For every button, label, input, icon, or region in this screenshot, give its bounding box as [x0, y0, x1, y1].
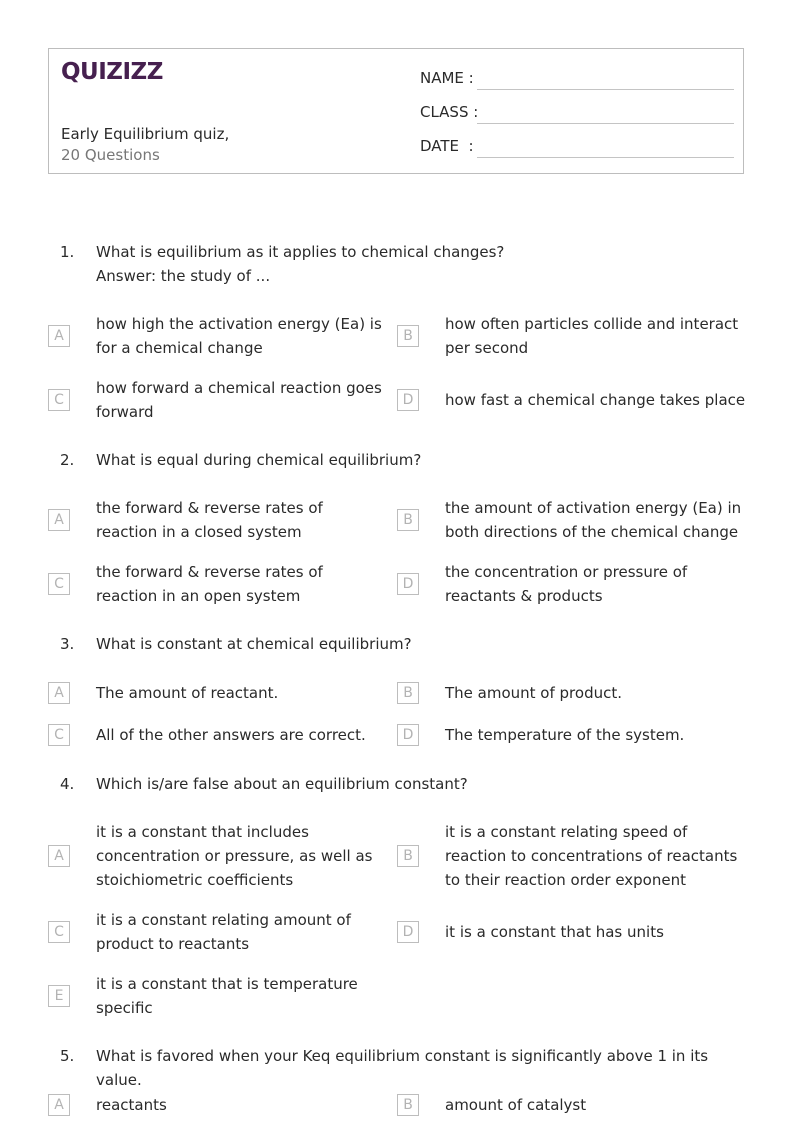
option-2a[interactable] [48, 496, 388, 544]
option-4d[interactable] [397, 908, 747, 956]
option-text: the forward & reverse rates of reaction in a closed system [96, 499, 323, 541]
option-text: All of the other answers are correct. [96, 726, 366, 744]
option-letter-box[interactable]: A [48, 1094, 70, 1116]
option-2d[interactable] [397, 560, 747, 608]
option-letter-box[interactable]: A [48, 682, 70, 704]
option-2c[interactable] [48, 560, 388, 608]
option-4b[interactable] [397, 820, 747, 892]
option-text: how high the activation energy (Ea) is for a chemical change [96, 315, 382, 357]
option-4a[interactable] [48, 820, 388, 892]
question-number: 5. [60, 1047, 75, 1065]
option-letter-box[interactable]: D [397, 724, 419, 746]
class-field[interactable] [420, 101, 734, 125]
option-4c[interactable] [48, 908, 388, 956]
date-label: DATE : [420, 137, 474, 155]
option-letter-box[interactable]: B [397, 1094, 419, 1116]
question-number: 1. [60, 243, 75, 261]
option-1b[interactable] [397, 312, 747, 360]
option-text: the amount of activation energy (Ea) in both directions of the chemical change [445, 499, 742, 541]
option-text: the forward & reverse rates of reaction in an open system [96, 563, 323, 605]
option-3d[interactable] [397, 723, 747, 771]
option-letter-box[interactable]: B [397, 845, 419, 867]
option-text: how often particles collide and interact per second [445, 315, 739, 357]
option-text: it is a constant relating amount of product to reactants [96, 911, 351, 953]
option-letter-box[interactable]: B [397, 682, 419, 704]
option-text: the concentration or pressure of reactants & products [445, 563, 688, 605]
option-letter-box[interactable]: A [48, 509, 70, 531]
question-number: 4. [60, 775, 75, 793]
option-text: it is a constant that includes concentration or pressure, as well as stoichiometric coefficients [96, 823, 373, 889]
option-letter-box[interactable]: A [48, 325, 70, 347]
option-letter-box[interactable]: D [397, 921, 419, 943]
name-field[interactable] [420, 67, 734, 91]
question-text: What is equal during chemical equilibrium? [96, 451, 422, 469]
date-field[interactable] [420, 135, 734, 159]
question-text: What is constant at chemical equilibrium? [96, 635, 412, 653]
option-5b[interactable] [397, 1093, 747, 1119]
question-number: 2. [60, 451, 75, 469]
option-text: reactants [96, 1096, 167, 1114]
question-text: What is favored when your Keq equilibrium constant is significantly above 1 in its value. [96, 1047, 709, 1089]
class-label: CLASS : [420, 103, 479, 121]
name-line[interactable] [477, 89, 734, 90]
option-letter-box[interactable]: C [48, 573, 70, 595]
option-4e[interactable] [48, 972, 388, 1020]
option-2b[interactable] [397, 496, 747, 544]
option-text: it is a constant relating speed of reaction to concentrations of reactants to their reaction order exponent [445, 823, 738, 889]
quiz-title: Early Equilibrium quiz, [61, 125, 230, 143]
question-text: Which is/are false about an equilibrium constant? [96, 775, 468, 793]
class-line[interactable] [477, 123, 734, 124]
option-text: how fast a chemical change takes place [445, 391, 746, 409]
option-letter-box[interactable]: C [48, 389, 70, 411]
option-1a[interactable] [48, 312, 388, 360]
option-letter-box[interactable]: A [48, 845, 70, 867]
option-letter-box[interactable]: B [397, 509, 419, 531]
option-text: how forward a chemical reaction goes forward [96, 379, 382, 421]
option-3b[interactable] [397, 681, 747, 729]
option-text: The amount of product. [445, 684, 622, 702]
name-label: NAME : [420, 69, 474, 87]
option-1c[interactable] [48, 376, 388, 424]
option-1d[interactable] [397, 376, 747, 424]
option-text: it is a constant that is temperature specific [96, 975, 358, 1017]
worksheet-header [48, 48, 744, 174]
option-letter-box[interactable]: C [48, 921, 70, 943]
quizizz-logo: QUIZIZZ [61, 59, 163, 85]
question-text: What is equilibrium as it applies to chemical changes? Answer: the study of ... [96, 243, 505, 285]
option-text: The amount of reactant. [96, 684, 279, 702]
date-line[interactable] [477, 157, 734, 158]
option-letter-box[interactable]: B [397, 325, 419, 347]
question-number: 3. [60, 635, 75, 653]
question-count: 20 Questions [61, 146, 160, 164]
option-letter-box[interactable]: E [48, 985, 70, 1007]
option-text: The temperature of the system. [445, 726, 685, 744]
option-letter-box[interactable]: C [48, 724, 70, 746]
option-5a[interactable] [48, 1093, 388, 1119]
option-text: amount of catalyst [445, 1096, 587, 1114]
option-3c[interactable] [48, 723, 388, 771]
option-letter-box[interactable]: D [397, 573, 419, 595]
option-letter-box[interactable]: D [397, 389, 419, 411]
option-3a[interactable] [48, 681, 388, 729]
option-text: it is a constant that has units [445, 923, 664, 941]
